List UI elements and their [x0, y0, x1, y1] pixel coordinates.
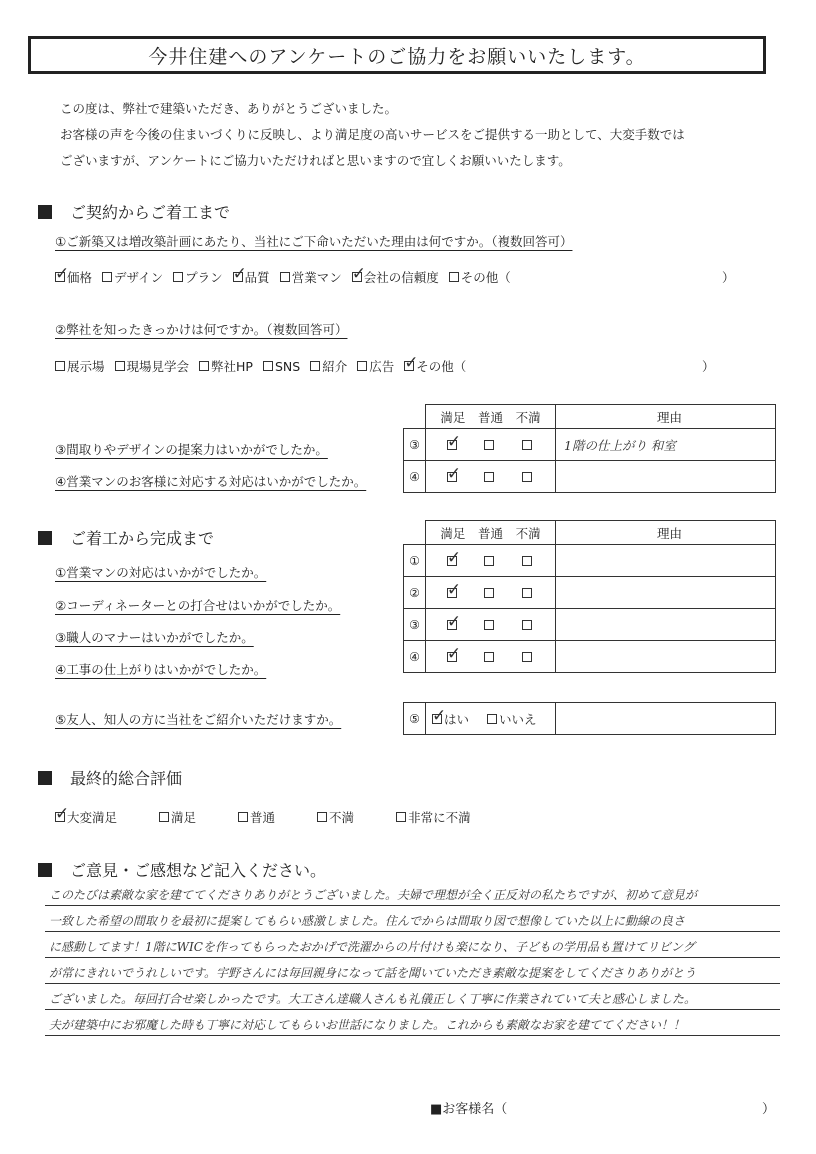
table-row: ④ ✓ — [404, 461, 776, 493]
question-s2-4: ④工事の仕上がりはいかがでしたか。 — [55, 662, 267, 677]
table-row: ① ✓ — [404, 545, 776, 577]
table-row: ⑤ ✓ はい いいえ — [404, 703, 776, 735]
option-very-satisfied[interactable]: ✓ 大変満足 — [55, 804, 118, 825]
q1-other-close: ） — [722, 270, 735, 285]
q2-other-close: ） — [702, 359, 715, 374]
option-satisfied[interactable]: 満足 — [159, 808, 196, 826]
option-other[interactable]: その他（ — [449, 268, 511, 286]
checkbox[interactable] — [396, 812, 406, 822]
checkbox-dissatisfied[interactable] — [522, 472, 532, 482]
checkbox-satisfied[interactable] — [446, 463, 462, 484]
reason-field[interactable] — [556, 461, 776, 493]
check-mark-icon: ✓ — [432, 705, 447, 726]
question-2: ②弊社を知ったきっかけは何ですか。（複数回答可） — [55, 322, 348, 337]
overall-options — [55, 804, 481, 826]
checkbox-dissatisfied[interactable] — [522, 588, 532, 598]
option-referral[interactable]: 紹介 — [310, 357, 347, 375]
reason-field[interactable] — [556, 641, 776, 673]
option-very-dissatisfied[interactable]: 非常に不満 — [396, 808, 471, 826]
checkbox-neutral[interactable] — [484, 472, 494, 482]
page-title: 今井住建へのアンケートのご協力をお願いいたします。 — [28, 36, 766, 74]
table-row: ③ ✓ — [404, 609, 776, 641]
checkbox-neutral[interactable] — [484, 440, 494, 450]
reason-field[interactable] — [556, 609, 776, 641]
comment-line: に感動してます！1階にWICを作ってもらったおかげで洗濯からの片付けも楽になり、子どもの学用品も置けてリビング — [45, 932, 780, 958]
checkbox[interactable] — [351, 264, 366, 284]
checkbox[interactable] — [55, 264, 70, 284]
check-mark-icon: ✓ — [351, 264, 366, 284]
reason-field[interactable] — [556, 577, 776, 609]
intro-line-2: お客様の声を今後の住まいづくりに反映し、より満足度の高いサービスをご提供する一助として、大変手数では — [60, 127, 685, 142]
customer-name-label: ■お客様名（ — [430, 1102, 508, 1117]
checkbox-dissatisfied[interactable] — [522, 556, 532, 566]
comment-line: 夫が建築中にお邪魔した時も丁寧に対応してもらいお世話になりました。これからも素敵なお家を建ててください！！ — [45, 1010, 780, 1036]
question-s2-5: ⑤友人、知人の方に当社をご紹介いただけますか。 — [55, 712, 342, 727]
reason-field[interactable]: 1階の仕上がり 和室 — [556, 429, 776, 461]
checkbox[interactable] — [263, 361, 273, 371]
comment-line: ございました。毎回打合せ楽しかったです。大工さん達職人さんも礼儀正しく丁寧に作業されていて夫と感心しました。 — [45, 984, 780, 1010]
checkbox-neutral[interactable] — [484, 556, 494, 566]
checkbox[interactable] — [232, 264, 247, 284]
option-sales[interactable]: 営業マン — [280, 268, 342, 286]
checkbox[interactable] — [115, 361, 125, 371]
option-site-tour[interactable]: 現場見学会 — [115, 357, 190, 375]
option-design[interactable]: デザイン — [102, 268, 163, 286]
question-s2-1: ①営業マンの対応はいかがでしたか。 — [55, 565, 267, 580]
checkbox-neutral[interactable] — [484, 652, 494, 662]
table-row: ③ ✓ 1階の仕上がり 和室 — [404, 429, 776, 461]
section-title: ご契約からご着工まで — [70, 203, 231, 222]
table-row: ④ ✓ — [404, 641, 776, 673]
checkbox[interactable] — [102, 272, 112, 282]
checkbox[interactable] — [487, 714, 497, 724]
option-yes[interactable]: ✓ はい — [432, 705, 470, 727]
checkbox[interactable] — [357, 361, 367, 371]
checkbox[interactable] — [199, 361, 209, 371]
check-mark-icon: ✓ — [232, 264, 247, 284]
square-bullet-icon — [38, 863, 52, 877]
check-mark-icon: ✓ — [446, 643, 462, 664]
rating-table-1: 満足 普通 不満 理由 ③ ✓ 1階の仕上がり 和室 ④ ✓ — [403, 404, 776, 493]
customer-name-field[interactable] — [520, 1096, 760, 1118]
comment-line: 一致した希望の間取りを最初に提案してもらい感激しました。住んでからは間取り図で想像していた以上に動線の良さ — [45, 906, 780, 932]
section-heading — [38, 200, 230, 223]
comment-line: が常にきれいでうれしいです。宇野さんには毎回親身になって話を聞いていただき素敵な提案をしてくださりありがとう — [45, 958, 780, 984]
checkbox[interactable] — [432, 705, 447, 726]
checkbox-satisfied[interactable] — [446, 611, 462, 632]
square-bullet-icon — [38, 205, 52, 219]
checkbox-dissatisfied[interactable] — [522, 620, 532, 630]
comment-area[interactable] — [45, 880, 780, 1036]
option-trust[interactable]: ✓ 会社の信頼度 — [351, 264, 439, 285]
rating-table-2: 満足 普通 不満 理由 ① ✓ ② ✓ ③ ✓ ④ ✓ — [403, 520, 776, 673]
option-quality[interactable]: ✓ 品質 — [232, 264, 270, 285]
question-s2-2: ②コーディネーターとの打合せはいかがでしたか。 — [55, 598, 341, 613]
check-mark-icon: ✓ — [55, 804, 70, 824]
check-mark-icon: ✓ — [446, 431, 462, 452]
option-showroom[interactable]: 展示場 — [55, 357, 105, 375]
reason-field[interactable] — [556, 703, 776, 735]
checkbox[interactable] — [449, 272, 459, 282]
check-mark-icon: ✓ — [446, 547, 462, 568]
section-heading — [38, 526, 214, 549]
checkbox-satisfied[interactable] — [446, 579, 462, 600]
check-mark-icon: ✓ — [446, 611, 462, 632]
checkbox[interactable] — [55, 361, 65, 371]
reason-field[interactable] — [556, 545, 776, 577]
checkbox-neutral[interactable] — [484, 620, 494, 630]
checkbox[interactable] — [238, 812, 248, 822]
option-dissatisfied[interactable]: 不満 — [317, 808, 354, 826]
option-website[interactable]: 弊社HP — [199, 357, 253, 375]
q1-options — [55, 264, 521, 286]
option-other[interactable]: ✓ その他（ — [404, 353, 467, 374]
checkbox[interactable] — [280, 272, 290, 282]
table-row: ② ✓ — [404, 577, 776, 609]
intro-line-1: この度は、弊社で建築いただき、ありがとうございました。 — [60, 101, 398, 116]
check-mark-icon: ✓ — [446, 463, 462, 484]
intro-line-3: ございますが、アンケートにご協力いただければと思いますので宜しくお願いいたします。 — [60, 153, 571, 168]
section-title: ご着工から完成まで — [70, 529, 215, 548]
question-4: ④営業マンのお客様に対応する対応はいかがでしたか。 — [55, 474, 367, 489]
referral-table — [403, 702, 776, 735]
option-ad[interactable]: 広告 — [357, 357, 394, 375]
check-mark-icon: ✓ — [446, 579, 462, 600]
option-plan[interactable]: プラン — [173, 268, 223, 286]
option-sns[interactable]: SNS — [263, 359, 300, 374]
option-price[interactable]: ✓ 価格 — [55, 264, 93, 285]
section-title: ご意見・ご感想など記入ください。 — [70, 861, 327, 880]
check-mark-icon: ✓ — [55, 264, 70, 284]
square-bullet-icon — [38, 771, 52, 785]
option-no[interactable]: いいえ — [487, 710, 537, 728]
checkbox-satisfied[interactable] — [446, 643, 462, 664]
comment-line: このたびは素敵な家を建ててくださりありがとうございました。夫婦で理想が全く正反対の私たちですが、初めて意見が — [45, 880, 780, 906]
checkbox[interactable] — [55, 804, 70, 824]
section-title: 最終的総合評価 — [70, 769, 183, 788]
customer-name-close: ） — [762, 1102, 776, 1117]
option-neutral[interactable]: 普通 — [238, 808, 275, 826]
checkbox-satisfied[interactable] — [446, 431, 462, 452]
checkbox[interactable] — [173, 272, 183, 282]
checkbox[interactable] — [310, 361, 320, 371]
question-1: ①ご新築又は増改築計画にあたり、当社にご下命いただいた理由は何ですか。（複数回答可） — [55, 234, 573, 249]
question-3: ③間取りやデザインの提案力はいかがでしたか。 — [55, 442, 328, 457]
checkbox-dissatisfied[interactable] — [522, 652, 532, 662]
checkbox-satisfied[interactable] — [446, 547, 462, 568]
check-mark-icon: ✓ — [404, 353, 419, 373]
square-bullet-icon — [38, 531, 52, 545]
checkbox[interactable] — [404, 353, 419, 373]
q2-options — [55, 353, 476, 375]
checkbox-dissatisfied[interactable] — [522, 440, 532, 450]
checkbox[interactable] — [159, 812, 169, 822]
section-heading — [38, 766, 182, 789]
checkbox[interactable] — [317, 812, 327, 822]
section-heading — [38, 858, 326, 881]
checkbox-neutral[interactable] — [484, 588, 494, 598]
question-s2-3: ③職人のマナーはいかがでしたか。 — [55, 630, 254, 645]
